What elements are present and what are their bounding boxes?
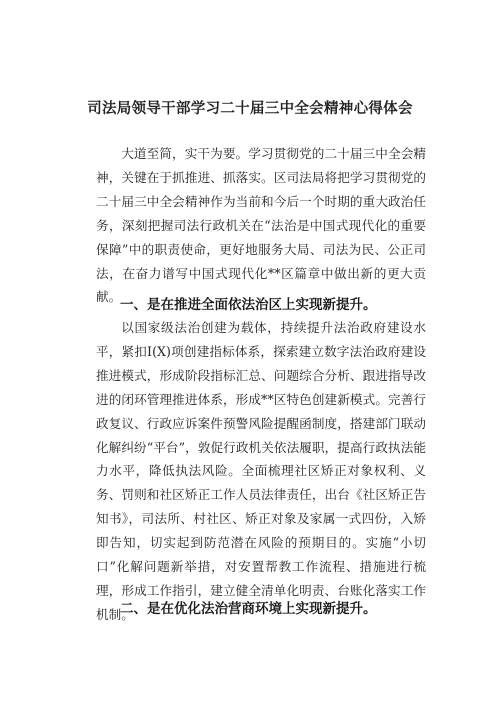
document-title: 司法局领导干部学习二十届三中全会精神心得体会 [87, 101, 413, 117]
section-heading-1: 一、是在推进全面依法治区上实现新提升。 [120, 297, 377, 313]
section-heading-2: 二、是在优化法治营商环境上实现新提升。 [120, 601, 377, 617]
section-1-paragraph: 以国家级法治创建为载体，持续提升法治政府建设水平，紧扣Ⅰ(X)项创建指标体系，探索建立数字法治政府建设推进模式，形成阶段指标汇总、问题综合分析、跟进指导改进的闭环管理推进体系，形成**区特色创建新模式。完善行政复议、行政应诉案件预警风险提醒函制度，搭建部门联动化解纠纷“平台”，敦促行政机关依法履职，提高行政执法能力水平，降低执法风险。全面梳理社区矫正对象权利、义务、罚则和社区矫正工作人员法律责任，出台《社区矫正告知书》，司法所、村社区、矫正对象及家属一式四份，入矫即告知，切实起到防范潜在风险的预期目的。实施“小切口”化解问题新举措，对安置帮教工作流程、措施进行梳理，形成工作指引，建立健全清单化明责、台账化落实工作机制。 [96, 320, 426, 622]
intro-paragraph: 大道至简，实干为要。学习贯彻党的二十届三中全会精神，关键在于抓推进、抓落实。区司法局将把学习贯彻党的二十届三中全会精神作为当前和今后一个时期的重大政治任务，深刻把握司法行政机关在“法治是中国式现代化的重要保障”中的职责使命，更好地服务大局、司法为民、公正司法，在奋力谱写中国式现代化**区篇章中做出新的更大贡献。 [96, 146, 426, 305]
